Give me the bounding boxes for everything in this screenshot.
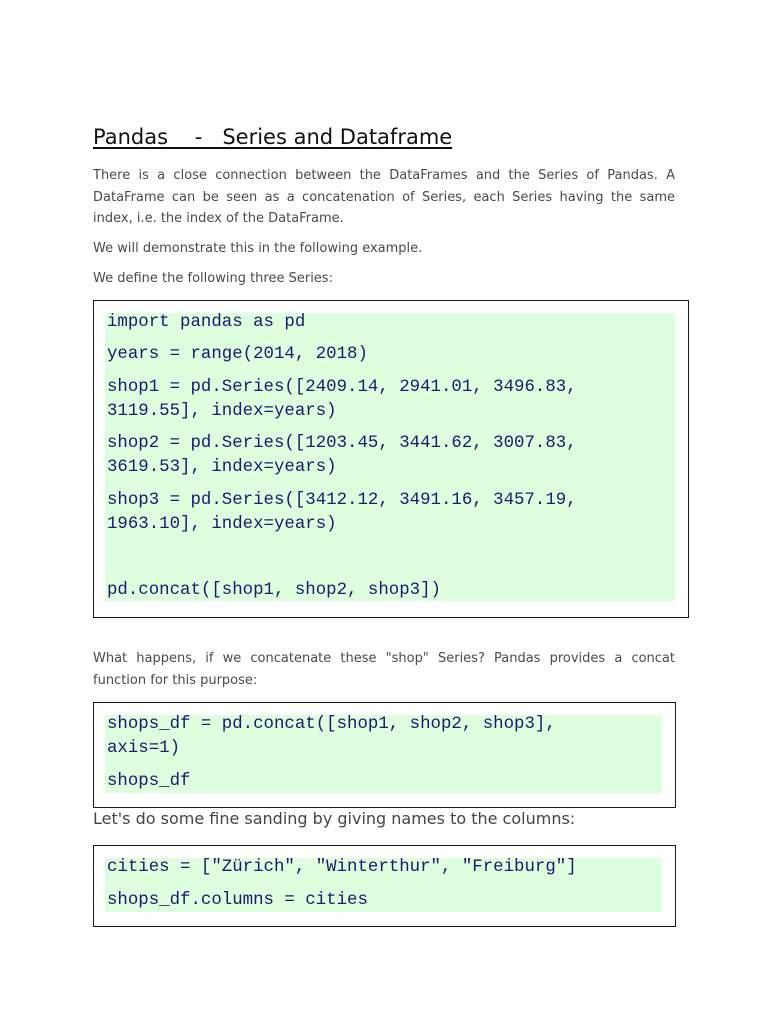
code-block-series-definition	[93, 300, 689, 618]
code-line: shops_df	[107, 772, 191, 791]
code-line: years = range(2014, 2018)	[107, 345, 368, 364]
code-line: shops_df = pd.concat([shop1, shop2, shop3],	[107, 715, 556, 734]
code-line: pd.concat([shop1, shop2, shop3])	[107, 581, 441, 600]
concat-question-paragraph: What happens, if we concatenate these "shop" Series? Pandas provides a concat function for this purpose:	[93, 651, 675, 688]
page-title: Pandas - Series and Dataframe	[93, 125, 453, 149]
code-highlight	[105, 313, 675, 601]
code-line: shop1 = pd.Series([2409.14, 2941.01, 3496.83,	[107, 378, 577, 397]
demo-paragraph: We will demonstrate this in the following example.	[93, 241, 423, 256]
code-line: import pandas as pd	[107, 313, 306, 332]
code-line: 3119.55], index=years)	[107, 402, 337, 421]
code-line: cities = ["Zürich", "Winterthur", "Freiburg"]	[107, 858, 577, 877]
code-line: shops_df.columns = cities	[107, 891, 368, 910]
code-block-concat-axis	[93, 702, 676, 808]
code-line: shop2 = pd.Series([1203.45, 3441.62, 3007.83,	[107, 434, 577, 453]
code-line: shop3 = pd.Series([3412.12, 3491.16, 3457.19,	[107, 491, 577, 510]
define-paragraph: We define the following three Series:	[93, 271, 333, 286]
code-line: axis=1)	[107, 739, 181, 758]
intro-paragraph: There is a close connection between the DataFrames and the Series of Pandas. A DataFrame can be seen as a concatenation of Series, each Series having the same index, i.e. the index of the DataFrame.	[93, 168, 675, 226]
sanding-paragraph: Let's do some fine sanding by giving names to the columns:	[93, 809, 576, 828]
code-highlight	[105, 858, 662, 912]
code-line: 3619.53], index=years)	[107, 458, 337, 477]
code-line: 1963.10], index=years)	[107, 515, 337, 534]
code-highlight	[105, 715, 662, 793]
code-block-column-names	[93, 845, 676, 927]
